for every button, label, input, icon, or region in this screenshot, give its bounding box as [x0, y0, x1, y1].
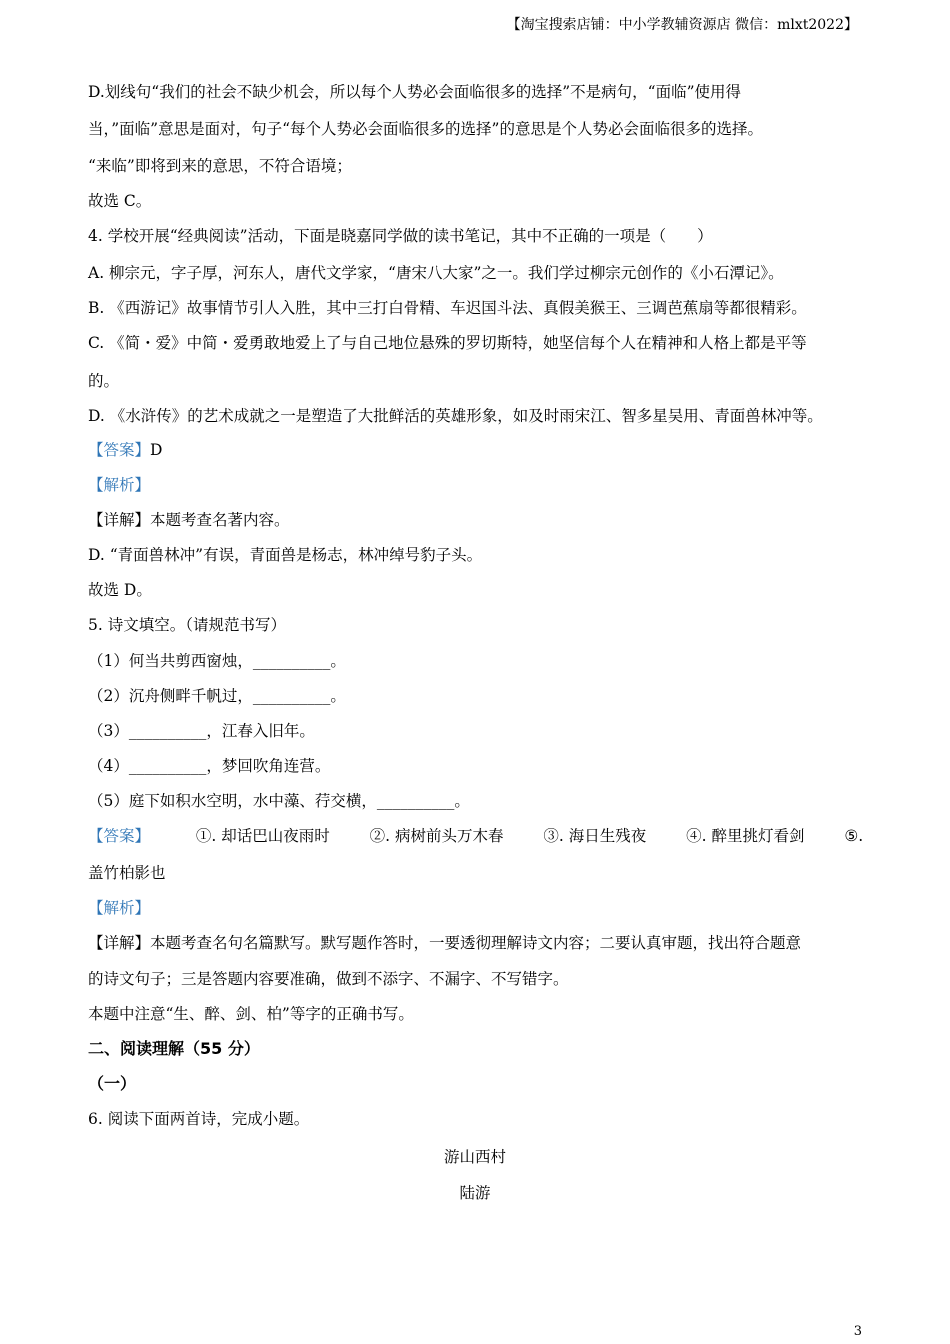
- text-line: “来临”即将到来的意思，不符合语境；: [88, 157, 352, 175]
- text-line: 故选 C。: [88, 192, 152, 210]
- text-line: 本题中注意“生、醉、剑、柏”等字的正确书写。: [88, 1005, 414, 1023]
- answer-item-cont: 盖竹柏影也: [88, 864, 166, 882]
- answer-tag: 【答案】: [88, 441, 151, 459]
- answer-item: ②. 病树前头万木春: [369, 827, 504, 845]
- answer-item: ③. 海日生残夜: [543, 827, 647, 845]
- fill-blank-2: （2）沉舟侧畔千帆过，__________。: [88, 687, 346, 705]
- detail-4: [88, 510, 290, 530]
- detail-text: 本题考查名著内容。: [150, 511, 290, 529]
- section-heading: 二、阅读理解（55 分）: [88, 1039, 260, 1058]
- answer-value: D: [150, 441, 163, 459]
- poem-title: 游山西村: [443, 1148, 506, 1166]
- text-line: 故选 D。: [88, 581, 152, 599]
- text-line: 的诗文句子；三是答题内容要准确，做到不添字、不漏字、不写错字。: [88, 970, 569, 988]
- text-line: 当，”面临”意思是面对，句子“每个人势必会面临很多的选择”的意思是个人势必会面临很多的选择。: [88, 120, 763, 138]
- poem-author: 陆游: [459, 1184, 491, 1202]
- page-header: 【淘宝搜索店铺：中小学教辅资源店 微信：mlxt2022】: [506, 17, 858, 33]
- answer-item: ④. 醉里挑灯看剑: [686, 827, 805, 845]
- fill-blank-5: （5）庭下如积水空明，水中藻、荇交横，__________。: [88, 792, 470, 810]
- option-c: C. 《简・爱》中简・爱勇敢地爱上了与自己地位悬殊的罗切斯特，她坚信每个人在精神和人格上都是平等: [88, 334, 807, 352]
- question-6: 6. 阅读下面两首诗，完成小题。: [88, 1110, 310, 1128]
- detail-5: [88, 933, 801, 953]
- text-line: D.划线句“我们的社会不缺少机会，所以每个人势必会面临很多的选择”不是病句，“面临”使用得: [88, 83, 742, 101]
- answer-tag: 【答案】: [88, 827, 151, 845]
- option-c-cont: 的。: [88, 372, 120, 390]
- detail-tag: 【详解】: [88, 934, 151, 952]
- fill-blank-1: （1）何当共剪西窗烛，__________。: [88, 652, 346, 670]
- option-b: B. 《西游记》故事情节引人入胜，其中三打白骨精、车迟国斗法、真假美猴王、三调芭蕉扇等都很精彩。: [88, 299, 807, 317]
- question-5: 5. 诗文填空。（请规范书写）: [88, 616, 286, 634]
- answer-item: ①. 却话巴山夜雨时: [195, 827, 330, 845]
- answer-item: ⑤.: [844, 827, 864, 845]
- option-a: A. 柳宗元，字子厚，河东人，唐代文学家，“唐宋八大家”之一。我们学过柳宗元创作的《小石潭记》。: [88, 264, 784, 282]
- analysis-tag: 【解析】: [88, 476, 151, 494]
- answer-5: [88, 826, 863, 846]
- analysis-tag: 【解析】: [88, 899, 151, 917]
- detail-tag: 【详解】: [88, 511, 151, 529]
- fill-blank-3: （3）__________，江春入旧年。: [88, 722, 315, 740]
- detail-text: 本题考查名句名篇默写。默写题作答时，一要透彻理解诗文内容；二要认真审题，找出符合题意: [150, 934, 802, 952]
- page-number: 3: [853, 1324, 862, 1339]
- answer-4: [88, 440, 162, 460]
- text-line: D. “青面兽林冲”有误，青面兽是杨志，林冲绰号豹子头。: [88, 546, 483, 564]
- question-4: 4. 学校开展“经典阅读”活动，下面是晓嘉同学做的读书笔记，其中不正确的一项是（ ）: [88, 227, 713, 245]
- fill-blank-4: （4）__________，梦回吹角连营。: [88, 757, 331, 775]
- subsection-heading: （一）: [88, 1074, 137, 1093]
- option-d: D. 《水浒传》的艺术成就之一是塑造了大批鲜活的英雄形象，如及时雨宋江、智多星吴用、青面兽林冲等。: [88, 407, 823, 425]
